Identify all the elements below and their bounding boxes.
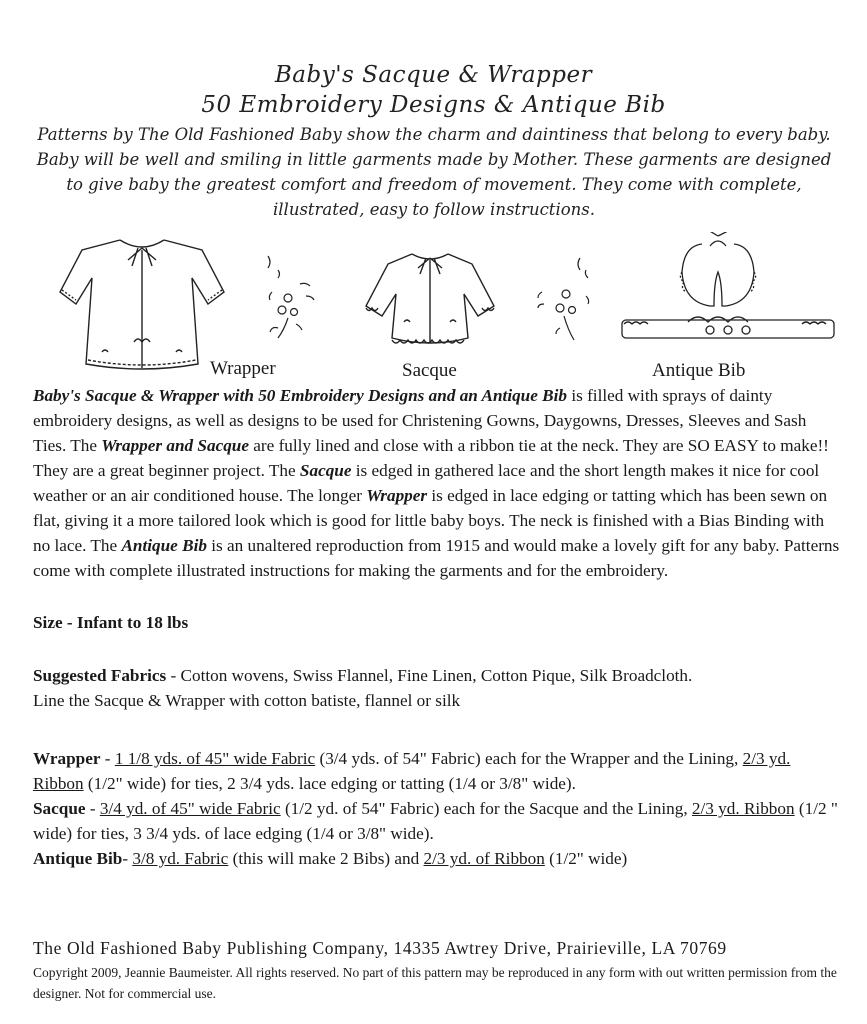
- sacque-requirements: Sacque - 3/4 yd. of 45" wide Fabric (1/2 yd. of 54" Fabric) each for the Sacque and the Lining, 2/3 yd. Ribbon (1/2 " wide) for ties, 3 3/4 yds. of lace edging (1/4 or 3/8" wide).: [33, 799, 838, 843]
- title-line-1: Baby's Sacque & Wrapper: [274, 62, 593, 88]
- bib-requirements: Antique Bib- 3/8 yd. Fabric (this will make 2 Bibs) and 2/3 yd. of Ribbon (1/2" wide): [33, 849, 628, 868]
- fabric-requirements: [33, 746, 843, 871]
- lead-title: Baby's Sacque & Wrapper with 50 Embroidery Designs and an Antique Bib: [33, 386, 568, 405]
- title-line-2: 50 Embroidery Designs & Antique Bib: [201, 92, 666, 118]
- embroidery-spray-illustration-2: [530, 252, 600, 352]
- sacque-illustration: [360, 242, 500, 362]
- bib-label: Antique Bib: [652, 360, 746, 381]
- wrapper-requirements: Wrapper - 1 1/8 yds. of 45" wide Fabric (3/4 yds. of 54" Fabric) each for the Wrapper and the Lining, 2/3 yd. Ribbon (1/2" wide) for ties, 2 3/4 yds. lace edging or tatting (1/4 or 3/8" wide).: [33, 749, 791, 793]
- embroidery-spray-illustration: [258, 248, 328, 348]
- bib-illustration: [618, 232, 838, 362]
- wrapper-label: Wrapper: [210, 358, 276, 379]
- sacque-label: Sacque: [402, 360, 457, 381]
- intro-paragraph: Patterns by The Old Fashioned Baby show the charm and daintiness that belong to every baby. Baby will be well and smiling in little garments made by Mother. These garments are designed to give baby the greatest comfort and freedom of movement. They come with complete, illustrated, easy to follow instructions.: [36, 125, 832, 219]
- suggested-fabrics: Suggested Fabrics - Cotton wovens, Swiss Flannel, Fine Linen, Cotton Pique, Silk Broadcloth. Line the Sacque & Wrapper with cotton batiste, flannel or silk: [33, 666, 693, 710]
- copyright-notice: Copyright 2009, Jeannie Baumeister. All rights reserved. No part of this pattern may be reproduced in any form with out written permission from the designer. Not for commercial use.: [33, 965, 837, 1001]
- fabrics-label: Suggested Fabrics: [33, 666, 167, 685]
- garment-illustrations: [30, 232, 850, 382]
- description-paragraph: Baby's Sacque & Wrapper with 50 Embroidery Designs and an Antique Bib is filled with sprays of dainty embroidery designs, as well as designs to be used for Christening Gowns, Daygowns, Dresses, Sleeves and Sash Ties. The Wrapper and Sacque are fully lined and close with a ribbon tie at the neck. They are SO EASY to make!! They are a great beginner project. The Sacque is edged in gathered lace and the short length makes it nice for cool weather or an air conditioned house. The longer Wrapper is edged in lace edging or tatting which has been sewn on flat, giving it a more tailored look which is good for little baby boys. The neck is finished with a Bias Binding with no lace. The Antique Bib is an unaltered reproduction from 1915 and would make a lovely gift for any baby. Patterns come with complete illustrated instructions for making the garments and for the embroidery.: [33, 386, 840, 580]
- publisher-address: The Old Fashioned Baby Publishing Company, 14335 Awtrey Drive, Prairieville, LA 70769: [33, 938, 727, 958]
- size-heading: Size - Infant to 18 lbs: [33, 613, 189, 632]
